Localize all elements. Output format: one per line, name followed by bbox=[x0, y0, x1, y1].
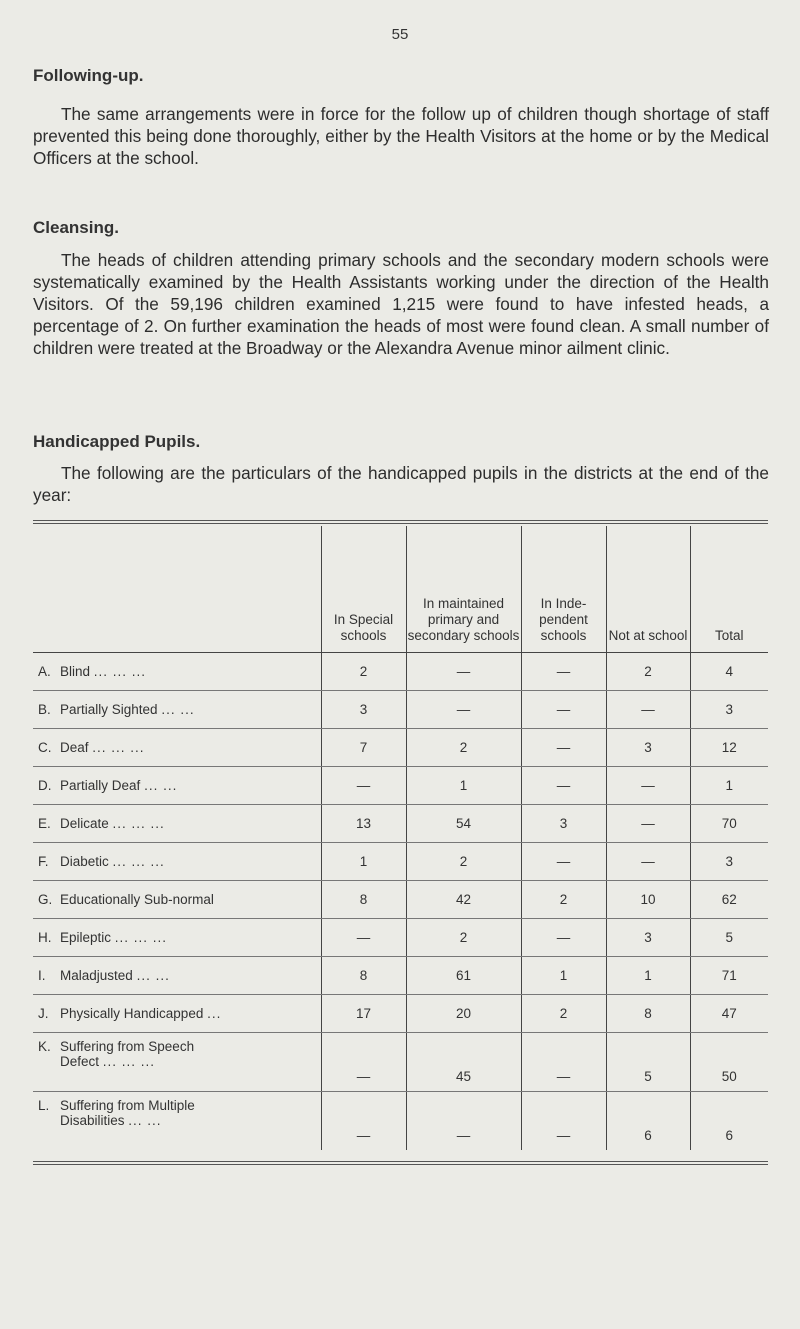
table-cell: 62 bbox=[690, 881, 768, 919]
table-cell: — bbox=[606, 805, 690, 843]
table-row bbox=[33, 843, 768, 881]
paragraph-cleansing: The heads of children attending primary schools and the secondary modern schools were systematically examined by the Health Assistants working under the direction of the Health Visitors. Of the 59,196 children examined 1,215 were found to have infested heads, a percentage of 2. On further examination the heads of most were found clean. A small number of children were treated at the Broadway or the Alexandra Avenue minor ailment clinic. bbox=[33, 250, 769, 358]
table-cell: 2 bbox=[406, 729, 521, 767]
table-cell: 2 bbox=[521, 881, 606, 919]
column-header: In Inde- pendent schools bbox=[521, 526, 606, 653]
page-number: 55 bbox=[391, 26, 409, 43]
row-label-text: Partially Sighted bbox=[60, 702, 158, 717]
table-cell: — bbox=[521, 691, 606, 729]
table-cell: — bbox=[406, 653, 521, 691]
table-cell: — bbox=[606, 843, 690, 881]
row-letter: A. bbox=[38, 664, 51, 679]
paragraph-handicapped-pupils: The following are the particulars of the handicapped pupils in the districts at the end of the year: bbox=[33, 463, 769, 505]
row-letter: F. bbox=[38, 854, 49, 869]
table-top-rule bbox=[33, 520, 768, 524]
row-letter: D. bbox=[38, 778, 52, 793]
table-cell: 1 bbox=[321, 843, 406, 881]
row-label bbox=[33, 881, 321, 919]
row-label-text: Deaf bbox=[60, 740, 89, 755]
table-cell: 20 bbox=[406, 995, 521, 1033]
table-cell: 1 bbox=[521, 957, 606, 995]
column-header: Total bbox=[690, 526, 768, 653]
leader-dots: ... ... bbox=[161, 702, 195, 717]
row-label bbox=[33, 1033, 321, 1092]
paragraph-following-up: The same arrangements were in force for the follow up of children though shortage of staff prevented this being done thoroughly, either by the Health Visitors at the home or by the Medical Officers at the school. bbox=[33, 104, 769, 168]
handicapped-pupils-table bbox=[33, 526, 768, 1150]
table-cell: 2 bbox=[321, 653, 406, 691]
header-empty bbox=[33, 526, 321, 653]
row-letter: B. bbox=[38, 702, 51, 717]
heading-following-up: Following-up. bbox=[33, 66, 144, 85]
table-row bbox=[33, 729, 768, 767]
leader-dots: ... ... ... bbox=[112, 854, 165, 869]
table-cell: 1 bbox=[690, 767, 768, 805]
row-letter: L. bbox=[38, 1098, 50, 1113]
table-cell: 1 bbox=[406, 767, 521, 805]
table-cell: 3 bbox=[690, 691, 768, 729]
table-cell: 17 bbox=[321, 995, 406, 1033]
table-bottom-rule bbox=[33, 1161, 768, 1165]
table-cell: — bbox=[321, 1092, 406, 1151]
row-letter: I. bbox=[38, 968, 46, 983]
table-cell: 6 bbox=[606, 1092, 690, 1151]
leader-dots: ... ... ... bbox=[112, 816, 165, 831]
table-row bbox=[33, 1033, 768, 1092]
leader-dots: ... ... bbox=[144, 778, 178, 793]
table-cell: — bbox=[606, 767, 690, 805]
row-label-text: Educationally Sub-normal bbox=[60, 892, 214, 907]
leader-dots: ... ... ... bbox=[114, 930, 168, 945]
table-row bbox=[33, 919, 768, 957]
row-label bbox=[33, 843, 321, 881]
heading-cleansing: Cleansing. bbox=[33, 218, 119, 237]
row-label bbox=[33, 1092, 321, 1151]
table-row bbox=[33, 881, 768, 919]
row-label-text: Diabetic bbox=[60, 854, 109, 869]
table-cell: 7 bbox=[321, 729, 406, 767]
row-label-continuation: Defect bbox=[60, 1054, 100, 1069]
table-cell: — bbox=[521, 843, 606, 881]
table-cell: 1 bbox=[606, 957, 690, 995]
row-letter: H. bbox=[38, 930, 52, 945]
table-cell: 3 bbox=[690, 843, 768, 881]
table-cell: 6 bbox=[690, 1092, 768, 1151]
table-cell: — bbox=[521, 767, 606, 805]
table-cell: 42 bbox=[406, 881, 521, 919]
row-label-text: Blind bbox=[60, 664, 91, 679]
table-cell: 5 bbox=[606, 1033, 690, 1092]
table-row bbox=[33, 767, 768, 805]
table-cell: 2 bbox=[406, 843, 521, 881]
table-cell: 71 bbox=[690, 957, 768, 995]
table-cell: — bbox=[321, 919, 406, 957]
table-row bbox=[33, 653, 768, 691]
row-label-text: Suffering from Speech bbox=[60, 1039, 195, 1054]
row-label-text: Epileptic bbox=[60, 930, 112, 945]
table-cell: 5 bbox=[690, 919, 768, 957]
column-header: Not at school bbox=[606, 526, 690, 653]
table-cell: 8 bbox=[321, 881, 406, 919]
row-label-text: Physically Handicapped bbox=[60, 1006, 204, 1021]
table-row bbox=[33, 957, 768, 995]
table-cell: 8 bbox=[606, 995, 690, 1033]
row-label bbox=[33, 653, 321, 691]
row-label-text: Partially Deaf bbox=[60, 778, 141, 793]
leader-dots: ... bbox=[207, 1006, 222, 1021]
row-letter: G. bbox=[38, 892, 53, 907]
table-cell: — bbox=[406, 691, 521, 729]
table-row bbox=[33, 1092, 768, 1151]
leader-dots: ... ... ... bbox=[102, 1054, 156, 1069]
table-cell: 4 bbox=[690, 653, 768, 691]
table-cell: — bbox=[521, 1033, 606, 1092]
table-cell: — bbox=[521, 729, 606, 767]
row-label bbox=[33, 919, 321, 957]
row-label bbox=[33, 767, 321, 805]
table-cell: — bbox=[521, 653, 606, 691]
table-cell: — bbox=[521, 919, 606, 957]
table-cell: — bbox=[406, 1092, 521, 1151]
table-cell: 12 bbox=[690, 729, 768, 767]
table-cell: 10 bbox=[606, 881, 690, 919]
row-label bbox=[33, 691, 321, 729]
row-letter: C. bbox=[38, 740, 52, 755]
table-cell: 61 bbox=[406, 957, 521, 995]
leader-dots: ... ... ... bbox=[92, 740, 145, 755]
row-label bbox=[33, 805, 321, 843]
table-cell: 2 bbox=[406, 919, 521, 957]
table-cell: 50 bbox=[690, 1033, 768, 1092]
row-label-continuation: Disabilities bbox=[60, 1113, 125, 1128]
table-cell: 2 bbox=[521, 995, 606, 1033]
table-cell: 13 bbox=[321, 805, 406, 843]
table-cell: 3 bbox=[606, 919, 690, 957]
table-cell: 3 bbox=[606, 729, 690, 767]
row-label bbox=[33, 957, 321, 995]
row-label-text: Delicate bbox=[60, 816, 109, 831]
table-cell: — bbox=[321, 1033, 406, 1092]
row-label bbox=[33, 995, 321, 1033]
table-row bbox=[33, 805, 768, 843]
table-cell: 54 bbox=[406, 805, 521, 843]
leader-dots: ... ... bbox=[136, 968, 170, 983]
row-label-text: Maladjusted bbox=[60, 968, 133, 983]
table-cell: — bbox=[606, 691, 690, 729]
table-cell: 47 bbox=[690, 995, 768, 1033]
table-cell: 8 bbox=[321, 957, 406, 995]
leader-dots: ... ... ... bbox=[93, 664, 147, 679]
table-row bbox=[33, 995, 768, 1033]
heading-handicapped-pupils: Handicapped Pupils. bbox=[33, 432, 201, 451]
table-row bbox=[33, 691, 768, 729]
table-cell: — bbox=[521, 1092, 606, 1151]
row-label-text: Suffering from Multiple bbox=[60, 1098, 195, 1113]
table-header-row bbox=[33, 526, 768, 653]
table-cell: 45 bbox=[406, 1033, 521, 1092]
column-header: In Special schools bbox=[321, 526, 406, 653]
table-cell: — bbox=[321, 767, 406, 805]
row-letter: K. bbox=[38, 1039, 51, 1054]
row-letter: E. bbox=[38, 816, 51, 831]
column-header: In maintained primary and secondary schools bbox=[406, 526, 521, 653]
table-cell: 2 bbox=[606, 653, 690, 691]
table-cell: 3 bbox=[521, 805, 606, 843]
table-cell: 70 bbox=[690, 805, 768, 843]
leader-dots: ... ... bbox=[128, 1113, 162, 1128]
table-cell: 3 bbox=[321, 691, 406, 729]
row-letter: J. bbox=[38, 1006, 49, 1021]
row-label bbox=[33, 729, 321, 767]
